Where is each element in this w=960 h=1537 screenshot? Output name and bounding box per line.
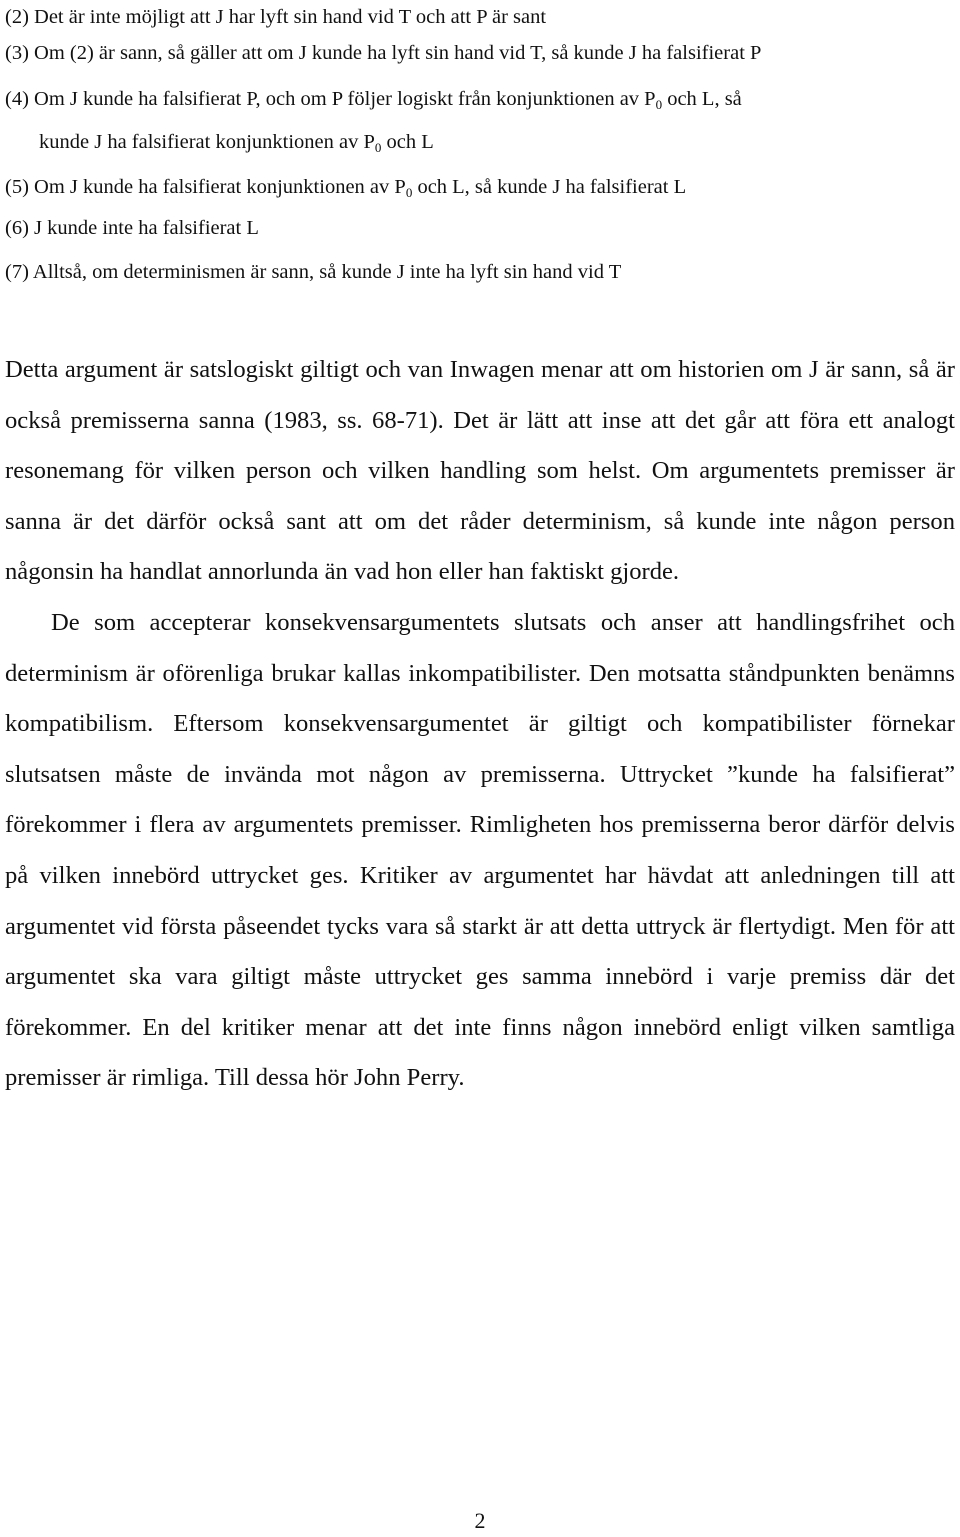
premise-4: (4) Om J kunde ha falsifierat P, och om P följer logiskt från konjunktionen av $P_0$ och L, så (5, 88, 742, 112)
premise-2: (2) Det är inte möjligt att J har lyft sin hand vid T och att P är sant (5, 6, 547, 28)
premise-5: (5) Om J kunde ha falsifierat konjunktionen av $P_0$ och L, så kunde J ha falsifierat L (5, 176, 687, 200)
premise-6: (6) J kunde inte ha falsifierat L (5, 217, 259, 239)
paragraph-incompatibilism: De som accepterar konsekvensargumentets slutsats och anser att handlingsfrihet och determinism är oförenliga brukar kallas inkompatibilister. Den motsatta ståndpunkten benämns kompatibilism. Eftersom konsekvensargumentet är giltigt och kompatibilister förnekar slutsatsen måste de invända mot någon av premisserna. Uttrycket ”kunde ha falsifierat” förekommer i flera av argumentets premisser. Rimligheten hos premisserna beror därför delvis på vilken innebörd uttrycket ges. Kritiker av argumentet har hävdat att anledningen till att argumentet vid första påseendet tycks vara så starkt är att detta uttryck är flertydigt. Men för att argumentet ska vara giltigt måste uttrycket ges samma innebörd i varje premiss där det förekommer. En del kritiker menar att det inte finns någon innebörd enligt vilken samtliga premisser är rimliga. Till dessa hör John Perry. (5, 608, 955, 1092)
premise-3: (3) Om (2) är sann, så gäller att om J kunde ha lyft sin hand vid T, så kunde J ha falsifierat P (5, 42, 762, 64)
paragraph-argument-validity: Detta argument är satslogiskt giltigt och van Inwagen menar att om historien om J är sann, så är också premisserna sanna (1983, ss. 68-71). Det är lätt att inse att det går att föra ett analogt resonemang för vilken person och vilken handling som helst. Om argumentets premisser är sanna är det därför också sant att om det råder determinism, så kunde inte någon person någonsin ha handlat annorlunda än vad hon eller han faktiskt gjorde. (5, 356, 955, 586)
premise-4-continuation: kunde J ha falsifierat konjunktionen av $P_0$ och L (39, 131, 434, 155)
page-number: 2 (474, 1508, 486, 1533)
conclusion-7: (7) Alltså, om determinismen är sann, så kunde J inte ha lyft sin hand vid T (5, 261, 622, 283)
body-text (5, 345, 955, 1104)
